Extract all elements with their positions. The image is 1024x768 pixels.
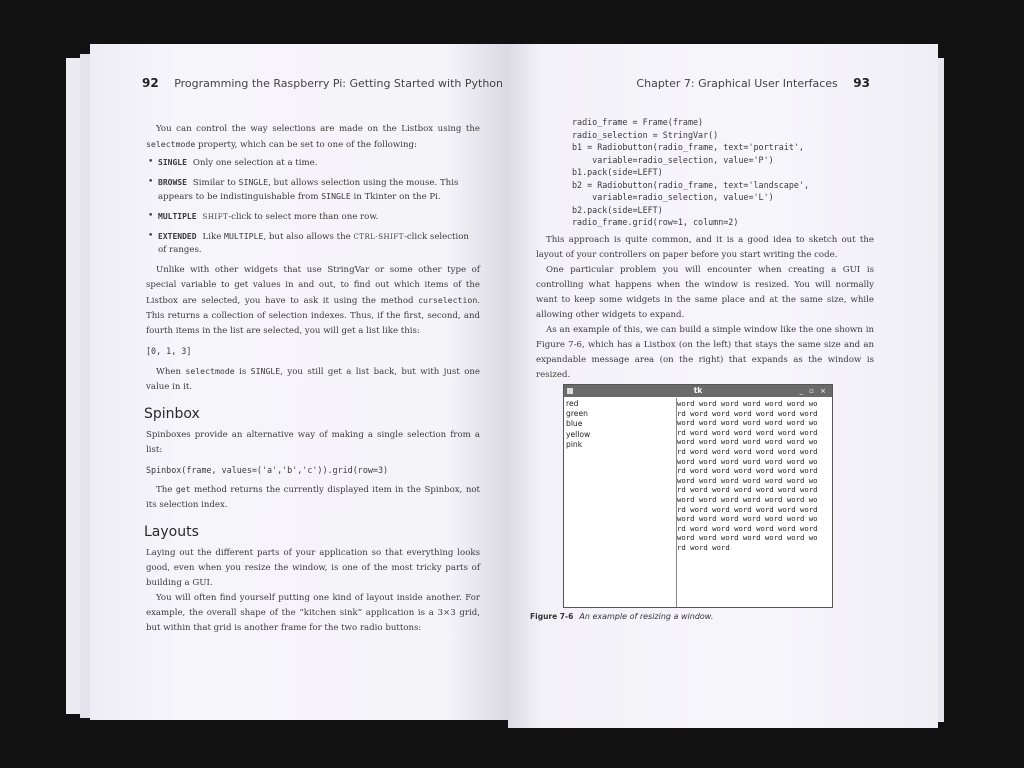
figure-caption-label: Figure 7-6	[530, 612, 574, 621]
text-span: When	[156, 366, 186, 377]
message-line: word word word word word word wo	[677, 494, 818, 504]
option-keyword: SINGLE	[158, 158, 187, 167]
code-list-example: [0, 1, 3]	[146, 346, 192, 356]
listbox-item[interactable]: red	[566, 399, 579, 408]
message-line: rd word word word word word word	[677, 408, 818, 418]
text-span: Similar to	[192, 178, 239, 188]
message-line: rd word word word word word word	[677, 485, 818, 495]
right-running-head-title: Chapter 7: Graphical User Interfaces	[636, 77, 838, 90]
window-body	[564, 398, 832, 607]
right-running-head	[636, 76, 870, 90]
list-item-single	[146, 156, 480, 170]
inline-code: MULTIPLE	[224, 231, 264, 241]
option-keyword: BROWSE	[158, 178, 187, 187]
message-line: word word word word word word wo	[677, 456, 818, 466]
listbox-item[interactable]: blue	[566, 419, 583, 429]
small-caps-key: SHIFT	[202, 213, 229, 221]
message-line: rd word word word word word word	[677, 427, 818, 437]
list-item-browse	[146, 176, 480, 204]
list-item-multiple	[146, 210, 480, 224]
left-running-head	[142, 76, 503, 90]
message-line: word word word word word word wo	[677, 533, 818, 543]
inline-code: SINGLE	[250, 365, 281, 376]
inline-code: selectmode	[146, 139, 196, 149]
text-span: , you still get a list back, but with just one value in it.	[146, 366, 480, 392]
selectmode-options-list	[146, 156, 480, 257]
text-span: Like	[202, 232, 225, 242]
option-keyword: EXTENDED	[158, 232, 197, 241]
text-span: method returns the currently displayed item in the Spinbox, not its selection index.	[146, 485, 480, 510]
code-radio-frame: radio_frame = Frame(frame) radio_selection = StringVar() b1 = Radiobutton(radio_frame, text='portrait', variable=radio_selection, value='P') b1.pack(side=LEFT) b2 = Radiobutton(radio_frame, text='landscape', variable=radio_selection, value='L') b2.pack(side=LEFT) radio_frame.grid(row=1, column=2)	[572, 117, 809, 227]
message-line: word word word word word word wo	[677, 399, 818, 408]
message-line: rd word word word word word word	[677, 523, 818, 533]
message-line: word word word word word word wo	[677, 475, 818, 485]
paragraph-curselection	[146, 263, 480, 339]
left-running-head-title: Programming the Raspberry Pi: Getting Started with Python	[174, 77, 504, 90]
option-keyword: MULTIPLE	[158, 212, 197, 221]
paragraph-example-window: As an example of this, we can build a simple window like the one shown in Figure 7-6, which has a Listbox (on the left) that stays the same size and an expandable message area (on the right) that expands as the window is resized.	[536, 324, 874, 380]
figure-tk-window	[563, 384, 833, 608]
inline-code: selectmode	[185, 365, 235, 376]
left-page-body	[146, 122, 480, 636]
text-span: in Tkinter on the Pi.	[350, 192, 441, 202]
paragraph-sketch-layout: This approach is quite common, and it is a good idea to sketch out the layout of your controllers on paper before you start writing the code.	[536, 234, 874, 260]
text-span: . This returns a collection of selection indexes. Thus, if the first, second, and fourth items in the list are selected, you will get a list like this:	[146, 296, 480, 336]
listbox-item[interactable]: green	[566, 409, 588, 419]
inline-code: SINGLE	[321, 191, 351, 201]
window-title: tk	[693, 386, 703, 395]
listbox	[564, 398, 677, 607]
paragraph-get-method	[146, 482, 480, 513]
list-item-extended	[146, 230, 480, 257]
text-span: , but allows selection using the mouse. This appears to be indistinguishable from	[158, 178, 459, 202]
text-span: The	[156, 485, 176, 495]
small-caps-key: CTRL-SHIFT	[353, 233, 404, 241]
message-line: rd word word word word word word	[677, 446, 818, 456]
heading-layouts: Layouts	[144, 524, 199, 540]
paragraph-layouts-1: Laying out the different parts of your application so that everything looks good, even when you resize the window, is one of the most tricky parts of building a GUI.	[146, 548, 480, 588]
paragraph-resize-problem: One particular problem you will encounter when creating a GUI is controlling what happens when the window is resized. You will normally want to keep some widgets in the same place and at the same size, while allowing other widgets to expand.	[536, 264, 874, 320]
text-span: -click to select more than one row.	[228, 212, 379, 222]
message-line: word word word word word word wo	[677, 418, 818, 428]
left-page-number: 92	[142, 76, 159, 90]
heading-spinbox: Spinbox	[144, 405, 200, 422]
right-page-body	[536, 116, 874, 383]
paragraph-layouts-2: You will often find yourself putting one kind of layout inside another. For example, the overall shape of the “kitchen sink” application is a 3×3 grid, but within that grid is another frame for the two radio buttons:	[146, 593, 480, 633]
figure-caption-text: An example of resizing a window.	[579, 612, 714, 621]
window-controls: _ ▫ ×	[799, 387, 828, 395]
inline-code: SINGLE	[238, 177, 269, 187]
inline-code: curselection	[418, 295, 478, 305]
right-page	[508, 44, 938, 728]
message-line: word word word word word word wo	[677, 437, 818, 447]
text-span: property, which can be set to one of the following:	[195, 140, 417, 150]
text-span: is	[234, 366, 251, 377]
text-span: -click selection of ranges.	[158, 232, 469, 255]
paragraph-selectmode-intro	[146, 122, 480, 153]
right-page-number: 93	[853, 76, 870, 90]
message-line: rd word word	[677, 542, 730, 552]
text-span: Unlike with other widgets that use StringVar or some other type of special variable to get values in and out, to find out which items of the Listbox are selected, you have to ask it using the method	[146, 265, 480, 306]
message-area	[675, 398, 832, 607]
paragraph-spinbox-intro: Spinboxes provide an alternative way of making a single selection from a list:	[146, 429, 480, 455]
option-description: Only one selection at a time.	[192, 158, 318, 168]
listbox-item[interactable]: yellow	[566, 429, 591, 439]
inline-code: get	[175, 484, 191, 494]
paragraph-single-mode	[146, 364, 480, 395]
listbox-item[interactable]: pink	[566, 439, 583, 449]
message-line: rd word word word word word word	[677, 504, 818, 514]
left-page	[90, 44, 510, 720]
window-titlebar	[564, 385, 832, 397]
message-line: rd word word word word word word	[677, 466, 818, 476]
page-stack-edge-left	[66, 58, 80, 714]
figure-caption	[530, 612, 713, 621]
message-line: word word word word word word wo	[677, 514, 818, 524]
text-span: , but also allows the	[263, 232, 354, 242]
text-span: You can control the way selections are made on the Listbox using the	[156, 124, 480, 134]
code-spinbox-example: Spinbox(frame, values=('a','b','c')).grid(row=3)	[146, 464, 389, 475]
